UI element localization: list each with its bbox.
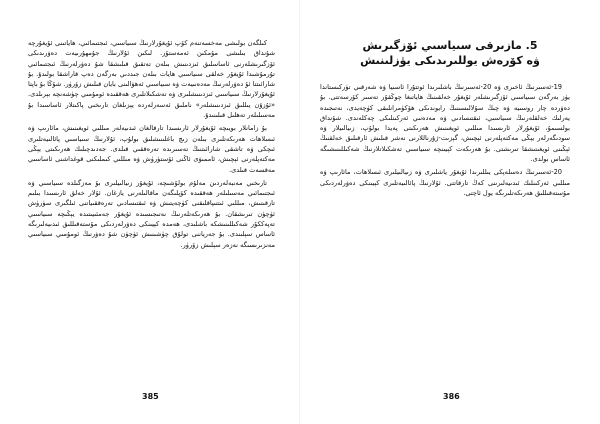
right-page [300, 0, 600, 424]
right-page-body [320, 82, 570, 382]
section-heading-line-1: 5. مازىرقى سىياسىي ئۆزگىرىش [362, 39, 538, 52]
page-number: 385 [142, 392, 159, 401]
body-paragraph: كىلگەن بولىشى مەخسەتنەم كۆپ ئۇيغۇرلارنىڭ سىياسىي، ئىجتىمائىي، ھاياتىنى ئۇيغۇرچە شۇنداق بىلىشى مۇمكىن ئەمەستۇر. لىكىن ئۇلارنىڭ جۇمھۇرىيەت دەۋرىدىكى ئۆزگىرىشلەرنى ئاساسلىق ئىزدىنىش بىلەن تەتقىق قىلىشقا شۇ دەۋرلەرنىڭ ئىجتىمائىي تۇرمۇشىدا ئۇيغۇر خەلقى سىياسىي ھايات بىلەن جىددىي بەرگەن دەپ قاراشقا بولىدۇ. بۇ شارائىتتا ئۇ دەۋرلەرنىڭ مەدەنىيەت ۋە سىياسىي ئەھۋالىنى بايان قىلىش زۆرۈر. شۇڭا بۇ باپتا ئۇيغۇرلارنىڭ سىياسىي ئىزدىنىشلىرى ۋە تەشكىلاتلىرى ھەققىدە ئومۇمىي چۈشەنچە بېرىلدى. «ئۇزۇن يىللىق ئىزدىنىشلەر» ناملىق ئەسەرلەردە يېزىلغان تارىخىي پاكىتلار ئاساسىدا بۇ مەسىلىلەر تەھلىل قىلىنىدۇ. [28, 39, 275, 120]
body-paragraph: 20-ئەسىرنىڭ دەسلەپكى يىللىرىدا ئۇيغۇر ياشلىرى ۋە زىيالىيلىرى ئىسلاھات، مائارىپ ۋە مىللىي ئەركىنلىك ئىدىيەلىرىنى كەڭ تارقاتتى. ئۇلارنىڭ پائالىيەتلىرى كېيىنكى دەۋرلەردىكى مۇستەقىللىق ھەرىكەتلىرىگە يول ئاچتى. [320, 168, 570, 197]
page-number: 386 [443, 392, 460, 401]
body-paragraph: 19-ئەسىرنىڭ ئاخىرى ۋە 20-ئەسىرنىڭ باشلىرىدا ئوتتۇرا ئاسىيا ۋە شەرقىي تۈركىستاندا يۈز بەرگەن سىياسىي ئۆزگىرىشلەر ئۇيغۇر خەلقىنىڭ ھاياتىغا چوڭقۇر تەسىر كۆرسەتتى. بۇ دەۋردە چار روسىيە ۋە چىڭ سۇلالىسىنىڭ رايوندىكى ھۆكۈمرانلىقى كۈچەيدى، نەتىجىدە يەرلىك خەلقلەرنىڭ سىياسىي، ئىقتىسادىي ۋە مەدەنىي ئەركىنلىكى چەكلەندى. شۇنداق بولسىمۇ، ئۇيغۇرلار ئارىسىدا مىللىي ئويغىنىش ھەرىكىتى پەيدا بولۇپ، زىيالىيلار ۋە سودىگەرلەر يېڭى مەكتەپلەرنى ئېچىش، گېزىت-ژۇرناللارنى نەشر قىلىش ئارقىلىق خەلقنىڭ ئېڭىنى ئويغىتىشقا تىرىشتى. بۇ ھەرىكەت كېيىنچە سىياسىي تەشكىلاتلارنىڭ شەكىللىنىشىگە ئاساس بولدى. [320, 83, 570, 164]
section-heading-line-2: ۋە كۆرەش يوللىرىدىكى يۈزلىنىش [360, 54, 540, 67]
section-heading [340, 38, 560, 68]
body-paragraph: تارىخىي مەنبەلەردىن مەلۇم بولۇشىچە، ئۇيغۇر زىيالىيلىرى بۇ مەزگىلدە سىياسىي ۋە ئىجتىمائىي مەسىلىلەر ھەققىدە كۆپلىگەن ماقالىلەرنى يازغان. ئۇلار خەلق ئارىسىدا بىلىم تارقىتىش، مىللىي ئىتتىپاقلىقنى كۈچەيتىش ۋە ئىقتىسادىي تەرەققىياتنى ئىلگىرى سۈرۈش ئۈچۈن تىرىشقان. بۇ ھەرىكەتلەرنىڭ نەتىجىسىدە ئۇيغۇر جەمئىيىتىدە يېڭىچە سىياسىي تەپەككۇر شەكىللىنىشكە باشلىدى، ھەمدە كېيىنكى دەۋرلەردىكى مۇستەقىللىق ئىدىيەلىرىگە ئاساس سېلىندى. بۇ جەرياننى تولۇق چۈشىنىش ئۈچۈن شۇ دەۋرنىڭ ئومۇمىي سىياسىي مەنزىرىسىگە نەزەر سېلىش زۆرۈر. [28, 178, 275, 249]
body-paragraph: بۇ زامانلار بويىچە ئۇيغۇرلار ئارىسىدا تارقالغان ئىدىيەلەر مىللىي ئويغىنىش، مائارىپ ۋە ئىسلاھات ھەرىكەتلىرى بىلەن زىچ باغلىنىشلىق بولۇپ، ئۇلارنىڭ سىياسىي پائالىيەتلىرى ئىچكى ۋە تاشقى شارائىتنىڭ تەسىرىدە تەرەققىي قىلدى. جەدىدچىلىك ھەرىكىتى يېڭى مەكتەپلەرنى ئېچىش، ئاممىۋى ئاڭنى ئۆستۈرۈش ۋە مىللىي كىملىكنى قوغداشنى ئاساسىي مەقسەت قىلدى. [28, 124, 275, 174]
left-page-body [28, 38, 275, 383]
